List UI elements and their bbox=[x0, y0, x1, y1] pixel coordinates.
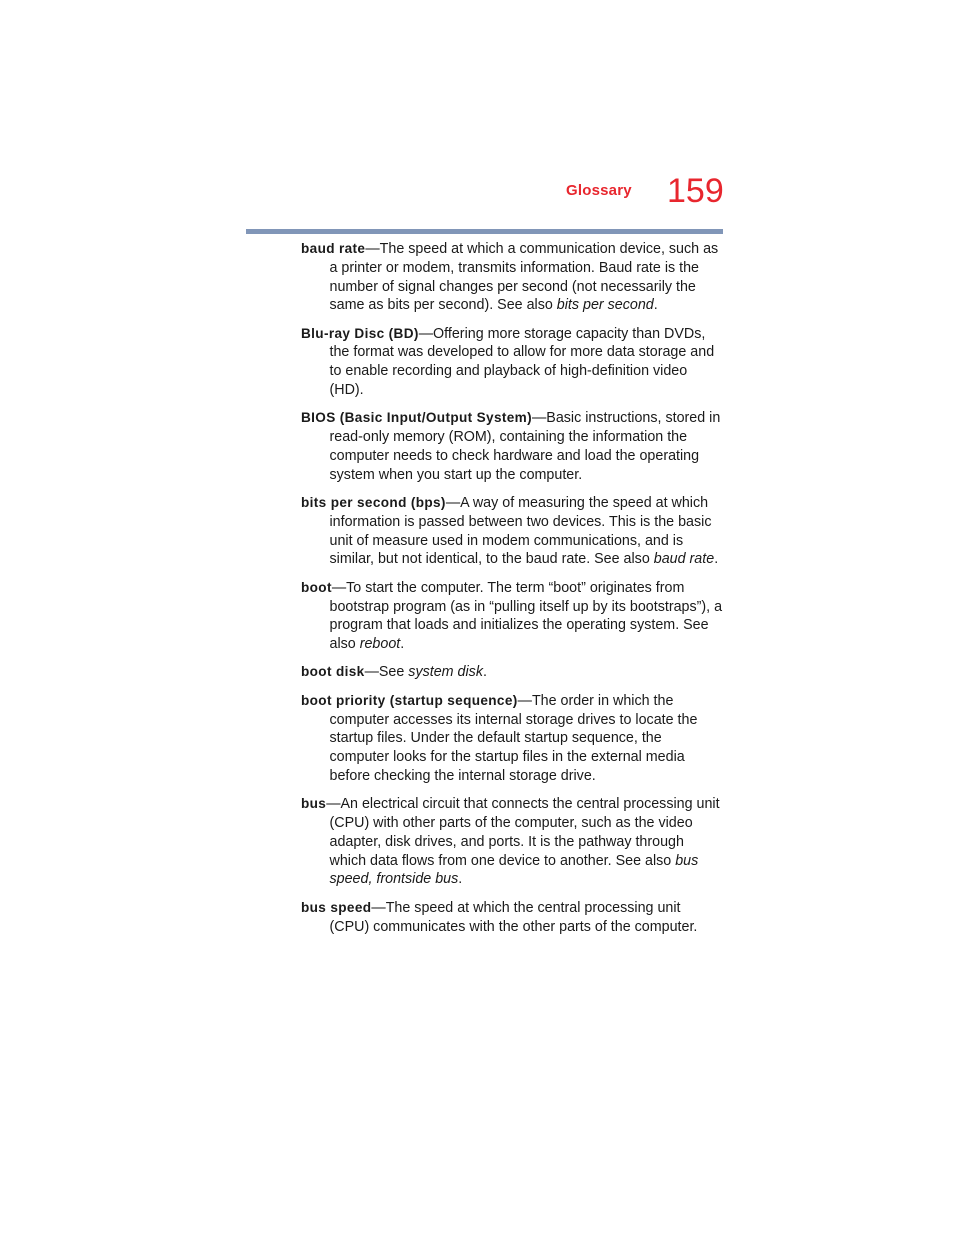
glossary-definition: The speed at which the central processing unit (CPU) communicates with the other parts of the computer. bbox=[329, 899, 698, 935]
header-rule bbox=[246, 229, 723, 234]
em-dash: — bbox=[445, 495, 461, 512]
glossary-entry bbox=[301, 494, 723, 569]
entry-end: . bbox=[714, 551, 719, 568]
em-dash: — bbox=[418, 325, 434, 342]
glossary-definition: See bbox=[378, 664, 409, 681]
glossary-definition: An electrical circuit that connects the central processing unit (CPU) with other parts of the computer, such as the video adapter, disk drives, and ports. It is the pathway through which data flows from one device to another. See also bbox=[329, 796, 720, 869]
glossary-entry bbox=[301, 325, 723, 400]
glossary-term: Blu-ray Disc (BD) bbox=[301, 325, 419, 341]
em-dash: — bbox=[371, 899, 386, 916]
glossary-term: bus speed bbox=[301, 899, 372, 915]
section-title: Glossary bbox=[566, 182, 632, 199]
em-dash: — bbox=[365, 241, 380, 257]
em-dash: — bbox=[326, 796, 341, 813]
em-dash: — bbox=[364, 664, 379, 681]
em-dash: — bbox=[517, 692, 532, 709]
entry-end: . bbox=[400, 636, 405, 653]
entry-end: . bbox=[482, 664, 487, 681]
entry-end: . bbox=[653, 297, 658, 314]
glossary-entry bbox=[301, 240, 723, 315]
glossary-term: bus bbox=[301, 796, 327, 812]
em-dash: — bbox=[331, 579, 347, 596]
glossary-term: BIOS (Basic Input/Output System) bbox=[301, 410, 532, 426]
glossary-term: boot bbox=[301, 579, 332, 595]
glossary-term: boot disk bbox=[301, 664, 365, 680]
glossary-term: bits per second (bps) bbox=[301, 495, 446, 511]
cross-reference: bus speed, frontside bus bbox=[329, 852, 699, 888]
glossary-definition: The speed at which a communication device, such as a printer or modem, transmits information. Baud rate is the number of signal changes per second (not necessarily the same as bits per second). See also bbox=[329, 241, 719, 314]
glossary-term: baud rate bbox=[301, 241, 366, 256]
cross-reference: system disk bbox=[408, 664, 483, 681]
glossary-definition: Basic instructions, stored in read-only memory (ROM), containing the information the computer needs to check hardware and load the operating system when you start up the computer. bbox=[329, 410, 721, 483]
em-dash: — bbox=[531, 410, 547, 427]
glossary-definition: Offering more storage capacity than DVDs, the format was developed to allow for more data storage and to enable recording and playback of high-definition video (HD). bbox=[329, 325, 715, 399]
glossary-entry bbox=[301, 692, 723, 786]
cross-reference: bits per second bbox=[556, 297, 654, 314]
page-number: 159 bbox=[667, 172, 724, 210]
glossary-entry bbox=[301, 899, 723, 937]
cross-reference: reboot bbox=[359, 636, 401, 653]
glossary-list bbox=[301, 240, 723, 946]
glossary-definition: To start the computer. The term “boot” originates from bootstrap program (as in “pulling itself up by its bootstraps”), a program that loads and initializes the operating system. See also bbox=[329, 579, 723, 653]
glossary-term: boot priority (startup sequence) bbox=[301, 692, 518, 708]
glossary-entry bbox=[301, 579, 723, 654]
cross-reference: baud rate bbox=[653, 551, 715, 568]
glossary-definition: A way of measuring the speed at which information is passed between two devices. This is the basic unit of measure used in modem communications, and is similar, but not identical, to the baud rate. See also bbox=[329, 495, 712, 568]
entry-end: . bbox=[458, 871, 463, 888]
glossary-entry bbox=[301, 409, 723, 484]
glossary-entry bbox=[301, 663, 723, 682]
glossary-entry bbox=[301, 795, 723, 889]
glossary-definition: The order in which the computer accesses its internal storage drives to locate the startup files. Under the default startup sequence, the computer looks for the startup files in the external media before checking the internal storage drive. bbox=[329, 692, 698, 784]
